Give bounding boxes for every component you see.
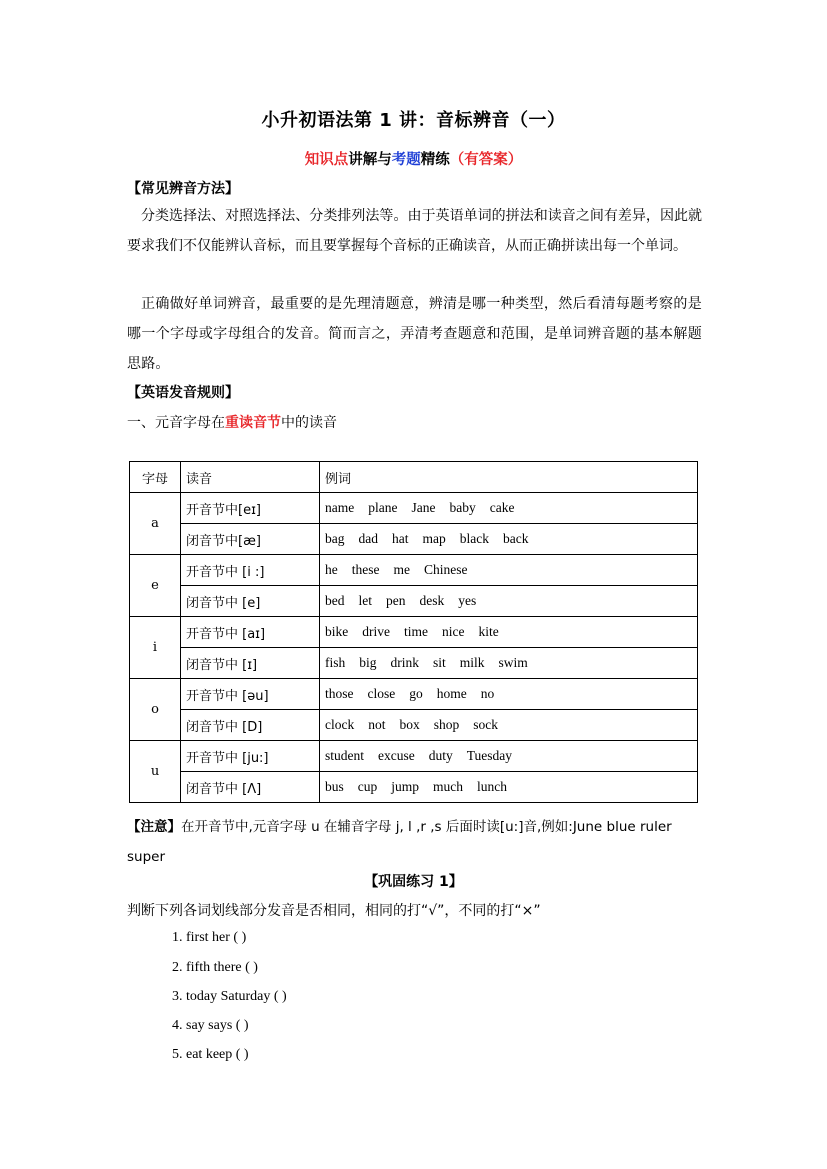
example-word: student xyxy=(325,748,364,763)
example-word: drive xyxy=(362,624,390,639)
vowel-letter-cell: o xyxy=(130,679,181,741)
note-paragraph xyxy=(127,812,703,872)
example-word: big xyxy=(359,655,377,670)
example-word: go xyxy=(409,686,423,701)
note-text: 在开音节中,元音字母 u 在辅音字母 j, l ,r ,s 后面时读[u:]音,例如:June blue ruler super xyxy=(127,819,672,865)
example-word: map xyxy=(422,531,446,546)
table-row xyxy=(130,741,698,772)
example-word: let xyxy=(358,593,372,608)
table-row xyxy=(130,493,698,524)
methods-paragraph-1: 分类选择法、对照选择法、分类排列法等。由于英语单词的拼法和读音之间有差异，因此就要求我们不仅能辨认音标，而且要掌握每个音标的正确读音，从而正确拼读出每一个单词。 xyxy=(127,208,702,254)
open-example-words-cell xyxy=(320,555,698,586)
closed-syllable-reading-cell: 闭音节中 [e] xyxy=(181,586,320,617)
example-word: bus xyxy=(325,779,344,794)
example-word: hat xyxy=(392,531,409,546)
example-word: drink xyxy=(390,655,420,670)
practice-instruction: 判断下列各词划线部分发音是否相同，相同的打“√”，不同的打“×” xyxy=(127,903,541,919)
example-word: Jane xyxy=(411,500,436,515)
example-word: Chinese xyxy=(424,562,468,577)
example-word: excuse xyxy=(378,748,415,763)
open-syllable-reading-cell: 开音节中[eɪ] xyxy=(181,493,320,524)
example-word: shop xyxy=(433,717,460,732)
example-word: close xyxy=(367,686,396,701)
closed-example-words-cell xyxy=(320,772,698,803)
table-row xyxy=(130,555,698,586)
example-word: he xyxy=(325,562,338,577)
example-word: cake xyxy=(489,500,515,515)
table-row xyxy=(130,586,698,617)
question-item: 3. today Saturday ( ) xyxy=(172,989,287,1004)
example-word: duty xyxy=(428,748,453,763)
example-word: bed xyxy=(325,593,345,608)
open-syllable-reading-cell: 开音节中 [ju:] xyxy=(181,741,320,772)
table-header-row xyxy=(130,462,698,493)
open-example-words-cell xyxy=(320,679,698,710)
methods-paragraph-2: 正确做好单词辨音，最重要的是先理清题意，辨清是哪一种类型，然后看清每题考察的是哪一个字母或字母组合的发音。简而言之，弄清考查题意和范围，是单词辨音题的基本解题思路。 xyxy=(127,296,702,372)
closed-example-words-cell xyxy=(320,710,698,741)
example-word: baby xyxy=(449,500,476,515)
example-word: desk xyxy=(419,593,445,608)
example-word: black xyxy=(459,531,489,546)
example-word: bag xyxy=(325,531,345,546)
table-row xyxy=(130,710,698,741)
practice-title: 【巩固练习 1】 xyxy=(364,874,463,890)
example-word: jump xyxy=(391,779,420,794)
example-word: milk xyxy=(459,655,485,670)
open-syllable-reading-cell: 开音节中 [aɪ] xyxy=(181,617,320,648)
open-example-words-cell xyxy=(320,741,698,772)
example-word: fish xyxy=(325,655,346,670)
example-word: plane xyxy=(368,500,398,515)
example-word: kite xyxy=(478,624,499,639)
table-header-cell: 读音 xyxy=(181,462,320,493)
open-syllable-reading-cell: 开音节中 [i :] xyxy=(181,555,320,586)
example-word: pen xyxy=(386,593,406,608)
open-example-words-cell xyxy=(320,617,698,648)
subtitle-part-1: 知识点 xyxy=(304,152,349,168)
closed-example-words-cell xyxy=(320,586,698,617)
table-row xyxy=(130,679,698,710)
example-word: bike xyxy=(325,624,349,639)
section-heading-methods: 【常见辨音方法】 xyxy=(127,181,239,197)
subtitle-part-2: 讲解与 xyxy=(348,152,392,168)
table-header-cell: 例词 xyxy=(320,462,698,493)
example-word: these xyxy=(351,562,380,577)
example-word: back xyxy=(503,531,529,546)
table-row xyxy=(130,648,698,679)
example-word: yes xyxy=(458,593,477,608)
example-word: dad xyxy=(358,531,378,546)
table-row xyxy=(130,772,698,803)
closed-example-words-cell xyxy=(320,524,698,555)
subheading-suffix: 中的读音 xyxy=(281,415,337,431)
subtitle-part-5: （有答案） xyxy=(449,152,523,168)
table-row xyxy=(130,617,698,648)
question-item: 4. say says ( ) xyxy=(172,1018,249,1033)
example-word: me xyxy=(393,562,410,577)
subheading-prefix: 一、元音字母在 xyxy=(127,415,225,431)
closed-example-words-cell xyxy=(320,648,698,679)
question-item: 5. eat keep ( ) xyxy=(172,1047,249,1062)
vowel-letter-cell: i xyxy=(130,617,181,679)
subtitle-part-3: 考题 xyxy=(391,152,421,168)
vowel-letter-cell: e xyxy=(130,555,181,617)
example-word: those xyxy=(325,686,354,701)
table-header-cell: 字母 xyxy=(130,462,181,493)
example-word: sock xyxy=(473,717,499,732)
page-title: 小升初语法第 1 讲：音标辨音（一） xyxy=(261,110,566,131)
open-example-words-cell xyxy=(320,493,698,524)
example-word: box xyxy=(399,717,420,732)
open-syllable-reading-cell: 开音节中 [əu] xyxy=(181,679,320,710)
example-word: lunch xyxy=(477,779,508,794)
closed-syllable-reading-cell: 闭音节中 [Λ] xyxy=(181,772,320,803)
vowel-letter-cell: a xyxy=(130,493,181,555)
example-word: not xyxy=(368,717,386,732)
example-word: swim xyxy=(498,655,528,670)
section-subheading-vowels xyxy=(127,412,337,432)
example-word: nice xyxy=(442,624,465,639)
subheading-highlight: 重读音节 xyxy=(225,415,281,431)
closed-syllable-reading-cell: 闭音节中 [ɪ] xyxy=(181,648,320,679)
example-word: cup xyxy=(357,779,378,794)
question-item: 1. first her ( ) xyxy=(172,930,247,945)
table-row xyxy=(130,524,698,555)
example-word: home xyxy=(436,686,467,701)
note-label: 【注意】 xyxy=(127,819,181,835)
example-word: much xyxy=(433,779,464,794)
section-heading-rules: 【英语发音规则】 xyxy=(127,385,239,401)
question-item: 2. fifth there ( ) xyxy=(172,960,258,975)
example-word: clock xyxy=(325,717,355,732)
closed-syllable-reading-cell: 闭音节中 [D] xyxy=(181,710,320,741)
example-word: Tuesday xyxy=(466,748,513,763)
example-word: sit xyxy=(433,655,446,670)
subtitle-part-4: 精练 xyxy=(420,152,450,168)
example-word: no xyxy=(480,686,495,701)
vowel-table xyxy=(129,461,698,803)
closed-syllable-reading-cell: 闭音节中[æ] xyxy=(181,524,320,555)
page-subtitle xyxy=(0,148,827,169)
example-word: name xyxy=(325,500,355,515)
example-word: time xyxy=(404,624,428,639)
vowel-letter-cell: u xyxy=(130,741,181,803)
